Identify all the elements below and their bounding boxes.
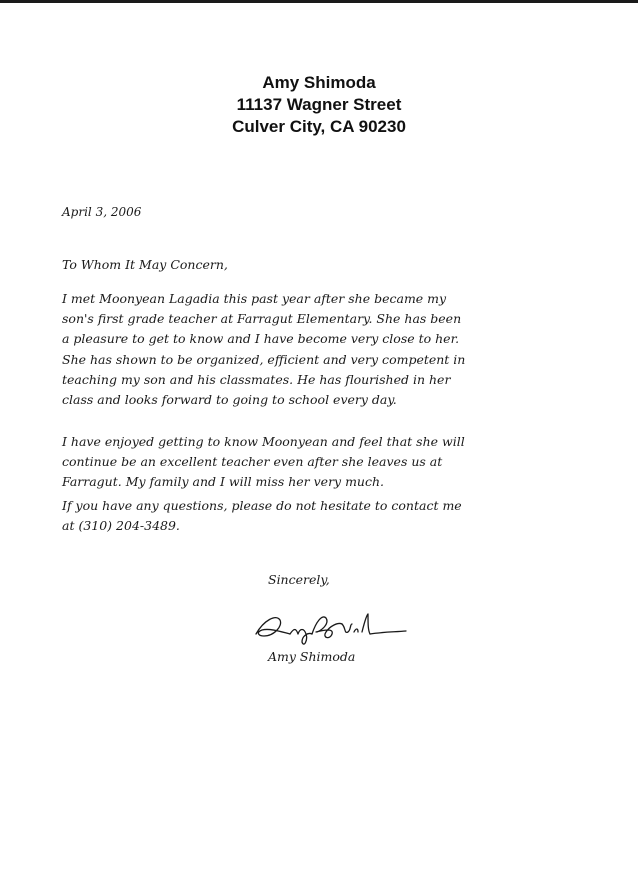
signer-name: Amy Shimoda [268,649,356,664]
paragraph-4 [62,496,582,536]
paragraph-line: at (310) 204-3489. [62,518,180,533]
letter-date: April 3, 2006 [62,205,142,219]
paragraph-line: class and looks forward to going to school every day. [62,392,397,407]
letter-closing: Sincerely, [268,572,330,587]
paragraph-line: teaching my son and his classmates. He has flourished in her [62,372,451,387]
letter-greeting: To Whom It May Concern, [62,257,228,272]
paragraph-line: Farragut. My family and I will miss her very much. [62,474,385,489]
paragraph-line: a pleasure to get to know and I have become very close to her. [62,331,460,346]
paragraph-1 [62,289,582,349]
sender-name: Amy Shimoda [262,73,376,92]
scan-edge-line [0,0,638,3]
paragraph-line: I met Moonyean Lagadia this past year after she became my [62,291,447,306]
paragraph-line: son's first grade teacher at Farragut Elementary. She has been [62,311,462,326]
paragraph-line: continue be an excellent teacher even after she leaves us at [62,454,443,469]
sender-street: 11137 Wagner Street [236,95,402,114]
paragraph-line: If you have any questions, please do not hesitate to contact me [62,498,462,513]
paragraph-3 [62,432,582,492]
sender-city-state-zip: Culver City, CA 90230 [232,117,406,136]
letterhead [0,72,638,138]
paragraph-line: I have enjoyed getting to know Moonyean and feel that she will [62,434,465,449]
paragraph-2 [62,350,582,410]
paragraph-line: She has shown to be organized, efficient and very competent in [62,352,466,367]
